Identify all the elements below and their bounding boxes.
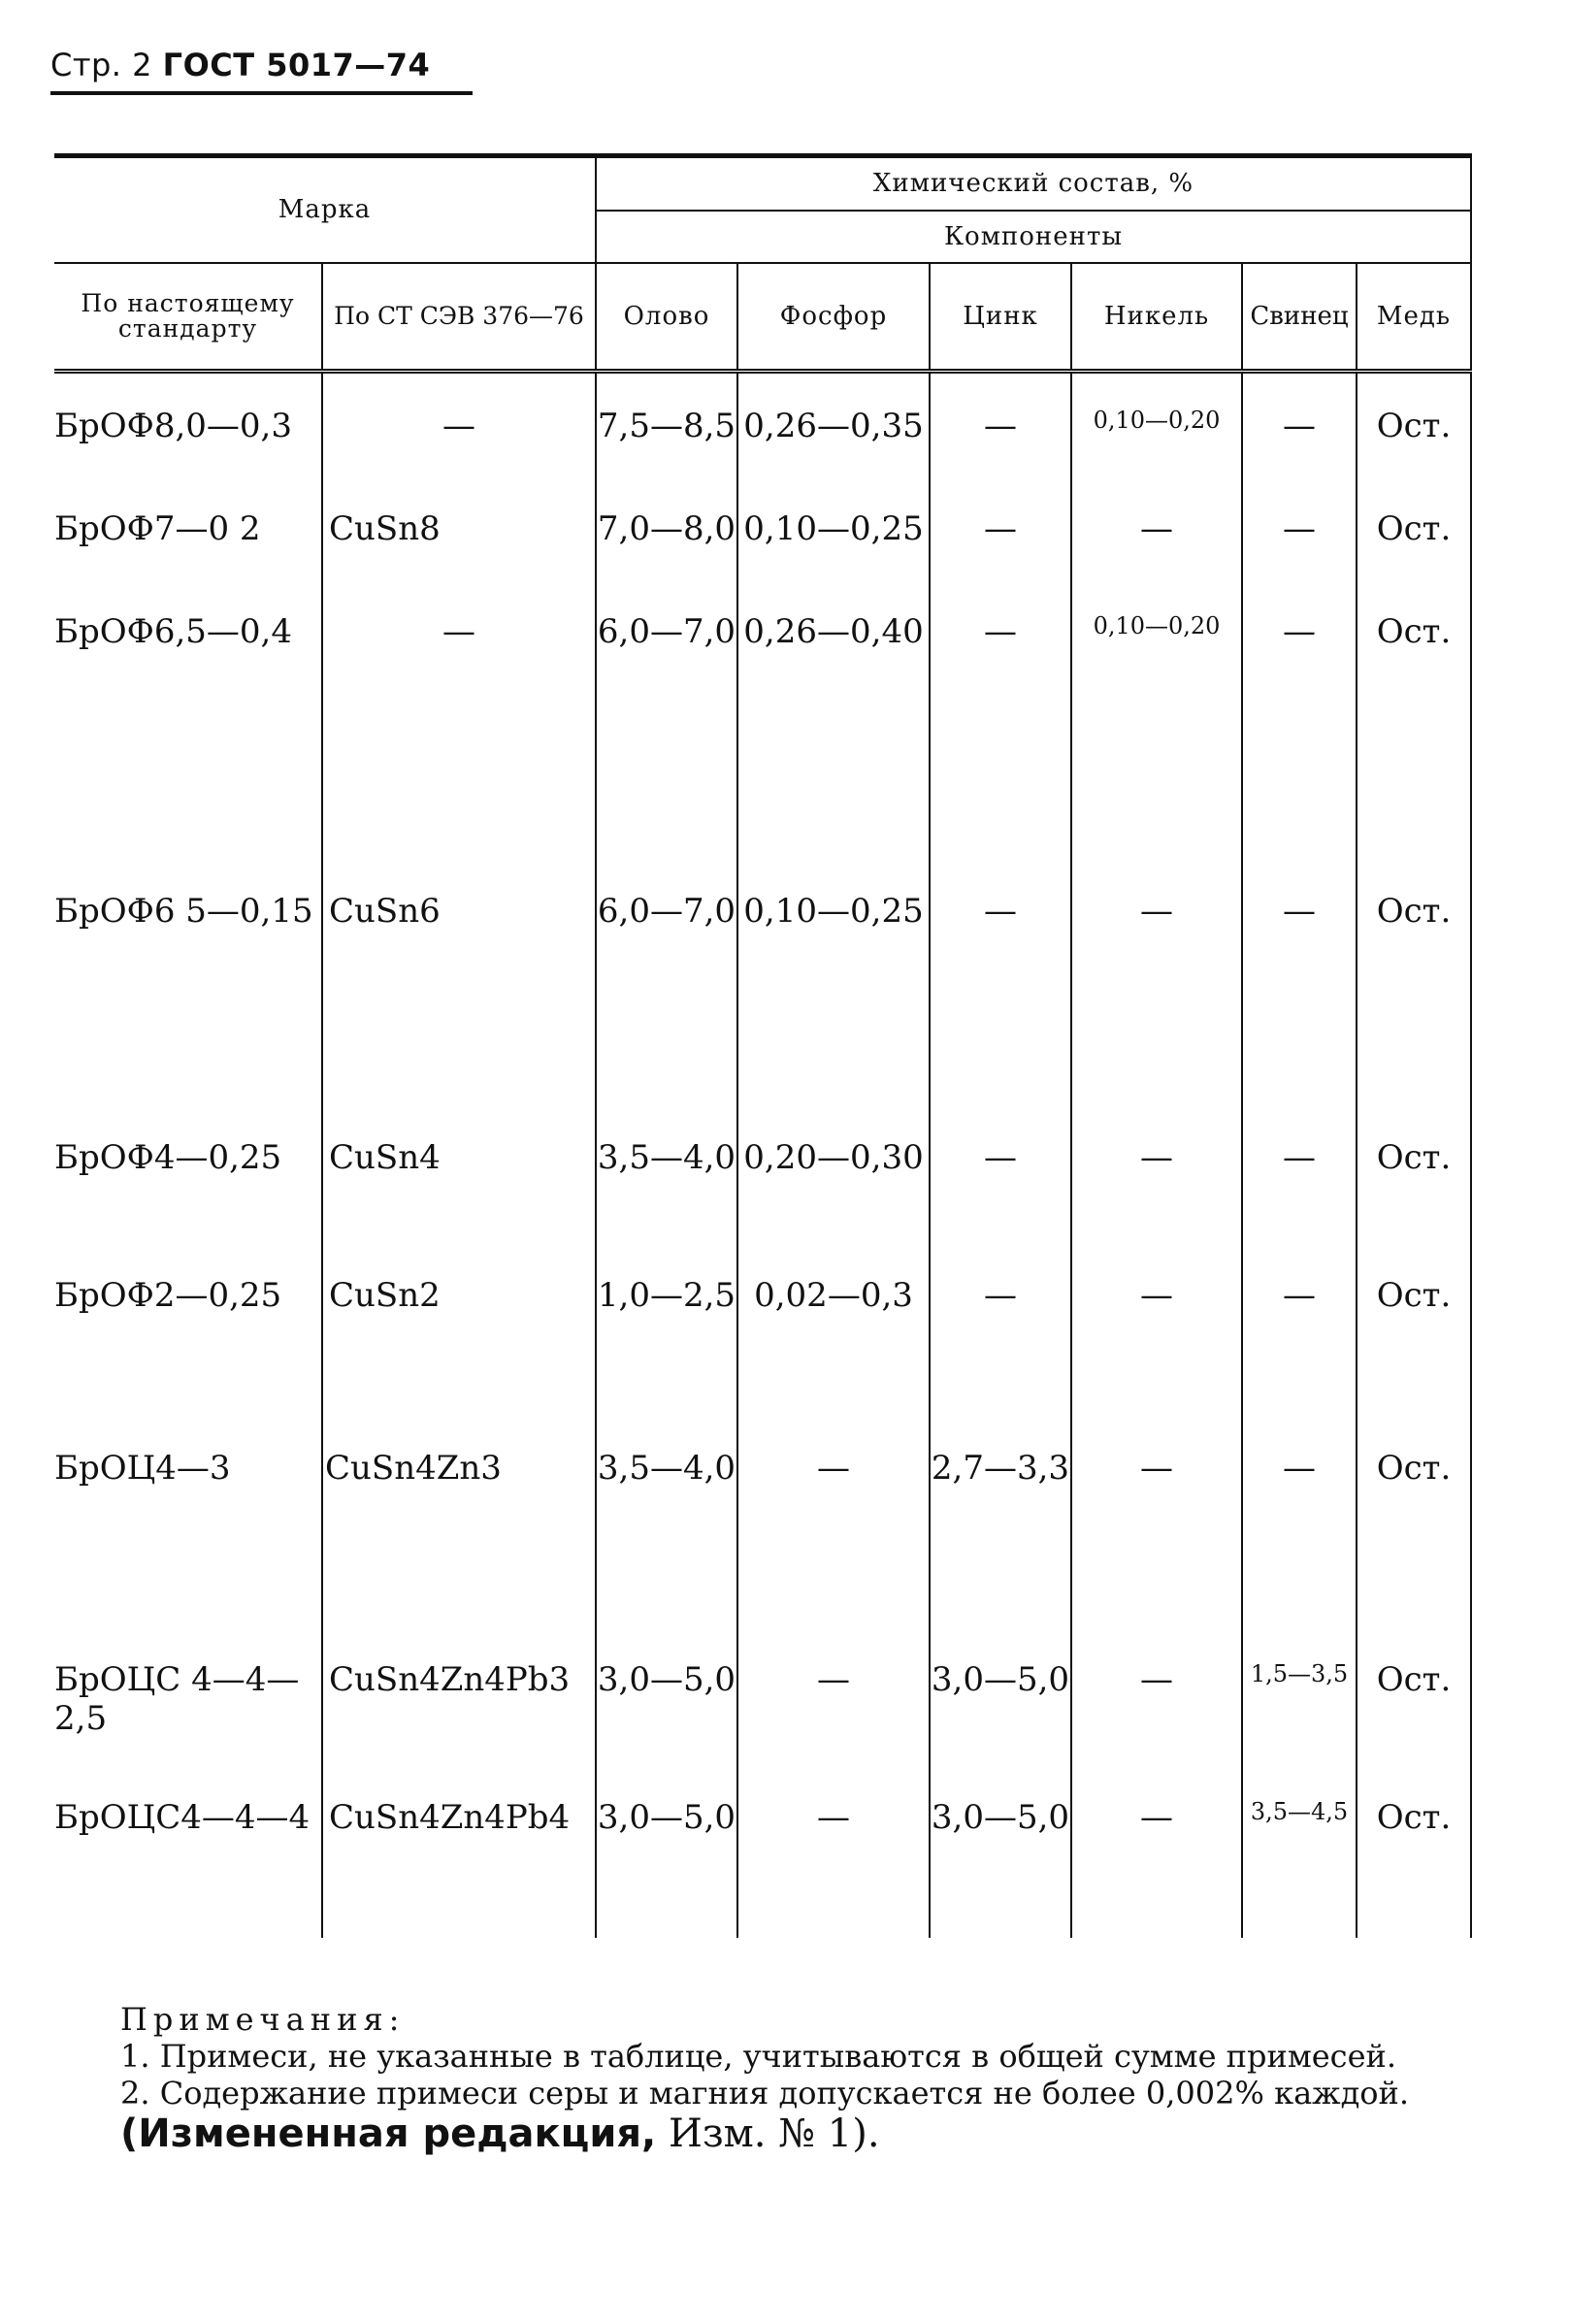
cell-std: БрОФ6 5—0,15 xyxy=(54,891,313,931)
cell-nikel: 0,10—0,20 xyxy=(1071,612,1242,892)
cell-olovo: 3,5—4,0 xyxy=(596,1138,737,1276)
cell-fosfor: — xyxy=(737,1660,930,1798)
cell-cink: — xyxy=(930,509,1071,612)
cell-svinec: — xyxy=(1242,1276,1357,1449)
cell-cink: — xyxy=(930,1276,1071,1449)
cell-fosfor: — xyxy=(737,1798,930,1938)
cell-std: БрОФ7—0 2 xyxy=(54,508,261,548)
cell-sev: CuSn8 xyxy=(322,509,596,612)
cell-olovo: 7,5—8,5 xyxy=(596,372,737,509)
cell-sev: CuSn2 xyxy=(322,1276,596,1449)
cell-sev: CuSn6 xyxy=(322,892,596,1138)
cell-olovo: 3,5—4,0 xyxy=(596,1449,737,1660)
cell-cink: — xyxy=(930,612,1071,892)
header-rule xyxy=(50,91,473,95)
cell-sev: CuSn4Zn3 xyxy=(322,1449,596,1660)
cell-nikel: — xyxy=(1071,1798,1242,1938)
cell-std: БрОЦ4—3 xyxy=(54,1448,231,1488)
cell-cink: — xyxy=(930,1138,1071,1276)
header-col-olovo: Олово xyxy=(596,263,737,372)
cell-med: Ост. xyxy=(1357,1660,1471,1798)
header-col-med: Медь xyxy=(1357,263,1471,372)
cell-med: Ост. xyxy=(1357,1798,1471,1938)
header-chem-composition: Химический состав, % xyxy=(596,156,1471,211)
header-col-svinec: Свинец xyxy=(1242,263,1357,372)
edit-note-rest: Изм. № 1). xyxy=(656,2111,880,2156)
cell-svinec: — xyxy=(1242,892,1357,1138)
table-row xyxy=(54,1276,1471,1449)
cell-cink: 2,7—3,3 xyxy=(930,1449,1071,1660)
table-row xyxy=(54,372,1471,509)
cell-svinec: 3,5—4,5 xyxy=(1242,1798,1357,1938)
table-row xyxy=(54,892,1471,1138)
table-row xyxy=(54,509,1471,612)
cell-med: Ост. xyxy=(1357,1449,1471,1660)
header-col-fosfor: Фосфор xyxy=(737,263,930,372)
notes-title: Примечания: xyxy=(120,2001,406,2038)
cell-cink: — xyxy=(930,892,1071,1138)
cell-nikel: 0,10—0,20 xyxy=(1071,372,1242,509)
cell-std: БрОФ2—0,25 xyxy=(54,1275,282,1315)
cell-svinec: — xyxy=(1242,1138,1357,1276)
cell-sev: CuSn4Zn4Pb3 xyxy=(322,1660,596,1798)
cell-cink: — xyxy=(930,372,1071,509)
cell-med: Ост. xyxy=(1357,1276,1471,1449)
cell-fosfor: 0,10—0,25 xyxy=(737,892,930,1138)
cell-med: Ост. xyxy=(1357,372,1471,509)
notes xyxy=(120,2001,1479,2156)
cell-olovo: 3,0—5,0 xyxy=(596,1660,737,1798)
cell-sev: CuSn4 xyxy=(322,1138,596,1276)
cell-svinec: — xyxy=(1242,509,1357,612)
standard-code: ГОСТ 5017—74 xyxy=(162,47,431,83)
composition-table-wrap xyxy=(54,153,1471,1938)
cell-fosfor: 0,26—0,35 xyxy=(737,372,930,509)
cell-fosfor: 0,26—0,40 xyxy=(737,612,930,892)
cell-sev: — xyxy=(322,612,596,892)
composition-table xyxy=(54,153,1472,1938)
cell-nikel: — xyxy=(1071,1449,1242,1660)
page-number: Стр. 2 xyxy=(50,47,152,83)
cell-svinec: — xyxy=(1242,1449,1357,1660)
edit-note xyxy=(120,2111,1479,2156)
cell-std: БрОФ4—0,25 xyxy=(54,1137,282,1177)
cell-std: БрОФ6,5—0,4 xyxy=(54,611,292,651)
cell-std: БрОЦС4—4—4 xyxy=(54,1797,311,1837)
cell-nikel: — xyxy=(1071,1276,1242,1449)
cell-sev: CuSn4Zn4Pb4 xyxy=(322,1798,596,1938)
table-row xyxy=(54,1449,1471,1660)
cell-olovo: 3,0—5,0 xyxy=(596,1798,737,1938)
cell-sev: — xyxy=(322,372,596,509)
page-header-text xyxy=(50,47,477,83)
cell-med: Ост. xyxy=(1357,612,1471,892)
cell-fosfor: 0,10—0,25 xyxy=(737,509,930,612)
header-col-cink: Цинк xyxy=(930,263,1071,372)
table-row xyxy=(54,1660,1471,1798)
header-components: Компоненты xyxy=(596,211,1471,263)
cell-fosfor: 0,02—0,3 xyxy=(737,1276,930,1449)
cell-cink: 3,0—5,0 xyxy=(930,1798,1071,1938)
note-2: 2. Содержание примеси серы и магния допускается не более 0,002% каждой. xyxy=(120,2075,1410,2111)
page-header xyxy=(50,47,477,95)
cell-svinec: — xyxy=(1242,372,1357,509)
cell-cink: 3,0—5,0 xyxy=(930,1660,1071,1798)
cell-svinec: 1,5—3,5 xyxy=(1242,1660,1357,1798)
cell-nikel: — xyxy=(1071,1138,1242,1276)
cell-std: БрОЦС 4—4—2,5 xyxy=(54,1659,300,1738)
edit-note-bold: (Измененная редакция, xyxy=(120,2111,657,2156)
cell-std: БрОФ8,0—0,3 xyxy=(54,407,292,445)
header-col-sev: По СТ СЭВ 376—76 xyxy=(322,263,596,372)
cell-olovo: 6,0—7,0 xyxy=(596,612,737,892)
cell-nikel: — xyxy=(1071,1660,1242,1798)
cell-svinec: — xyxy=(1242,612,1357,892)
cell-olovo: 1,0—2,5 xyxy=(596,1276,737,1449)
cell-nikel: — xyxy=(1071,509,1242,612)
cell-olovo: 7,0—8,0 xyxy=(596,509,737,612)
cell-nikel: — xyxy=(1071,892,1242,1138)
cell-med: Ост. xyxy=(1357,892,1471,1138)
cell-olovo: 6,0—7,0 xyxy=(596,892,737,1138)
table-row xyxy=(54,1138,1471,1276)
cell-med: Ост. xyxy=(1357,509,1471,612)
table-row xyxy=(54,612,1471,892)
header-col-std: По настоящему стандарту xyxy=(54,263,322,372)
cell-fosfor: — xyxy=(737,1449,930,1660)
note-1: 1. Примеси, не указанные в таблице, учитываются в общей сумме примесей. xyxy=(120,2038,1396,2075)
table-row xyxy=(54,1798,1471,1938)
header-col-nikel: Никель xyxy=(1071,263,1242,372)
cell-med: Ост. xyxy=(1357,1138,1471,1276)
header-marka: Марка xyxy=(54,156,596,263)
cell-fosfor: 0,20—0,30 xyxy=(737,1138,930,1276)
